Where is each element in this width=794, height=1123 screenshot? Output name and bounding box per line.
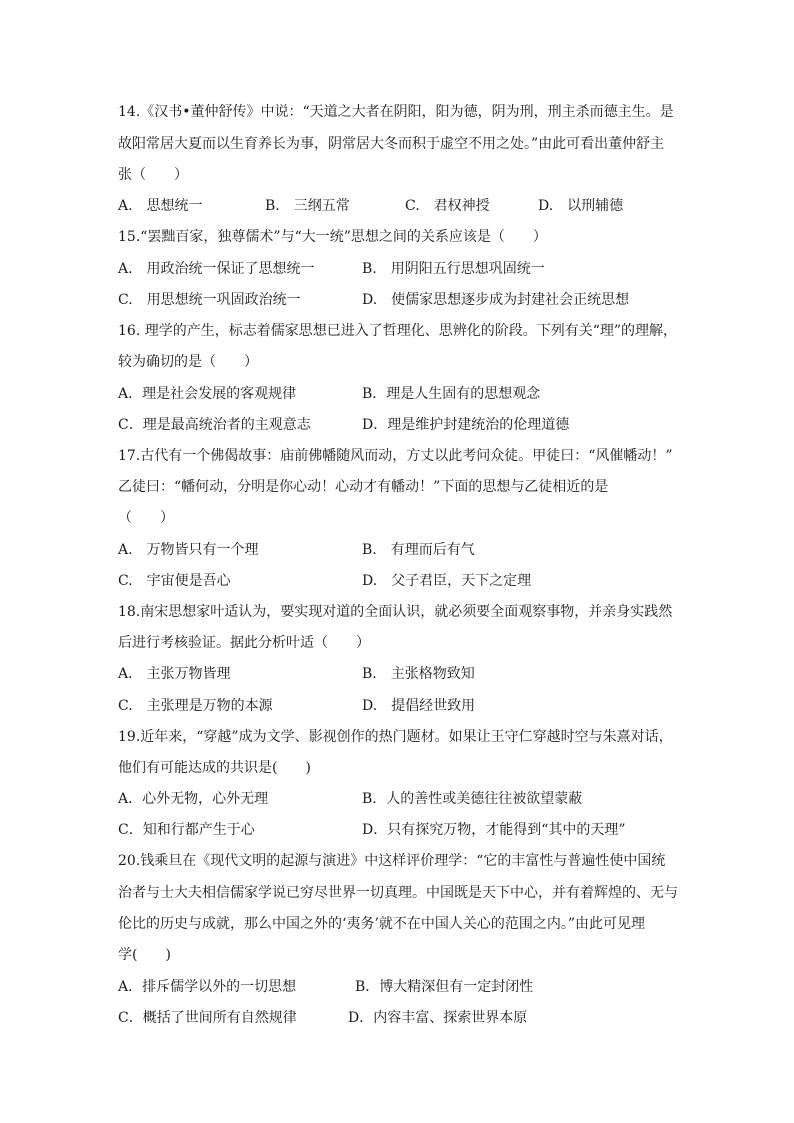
q18-option-a[interactable]: A. 主张万物皆理 bbox=[118, 666, 231, 682]
q17-text-line-3: （ ） bbox=[118, 510, 174, 526]
q16-text-line-2: 较为确切的是（ ） bbox=[118, 354, 258, 370]
q15-option-c[interactable]: C. 用思想统一巩固政治统一 bbox=[118, 292, 301, 308]
q15-option-a[interactable]: A. 用政治统一保证了思想统一 bbox=[118, 261, 315, 277]
q15-text-line-1: 15.“罢黜百家，独尊儒术”与“大一统”思想之间的关系应该是（ ） bbox=[118, 229, 547, 245]
q14-option-d[interactable]: D. 以刑辅德 bbox=[538, 198, 624, 214]
q16-option-c[interactable]: C．理是最高统治者的主观意志 bbox=[118, 417, 311, 433]
q18-option-c[interactable]: C. 主张理是万物的本源 bbox=[118, 698, 273, 714]
q14-text-line-1: 14.《汉书•董仲舒传》中说：“天道之大者在阴阳，阳为德，阴为刑，刑主杀而德主生。是 bbox=[118, 104, 674, 120]
q19-option-d[interactable]: D．只有探究万物，才能得到“其中的天理” bbox=[362, 822, 626, 838]
q18-option-b[interactable]: B. 主张格物致知 bbox=[362, 666, 475, 682]
q14-option-a[interactable]: A. 思想统一 bbox=[118, 198, 203, 214]
q20-text-line-4: 学( ) bbox=[118, 947, 171, 963]
q14-option-b[interactable]: B. 三纲五常 bbox=[265, 198, 350, 214]
q14-option-c[interactable]: C. 君权神授 bbox=[405, 198, 490, 214]
q20-option-a[interactable]: A．排斥儒学以外的一切思想 bbox=[118, 979, 297, 995]
q20-text-line-2: 治者与士大夫相信儒家学说已穷尽世界一切真理。中国既是天下中心，并有着辉煌的、无与 bbox=[118, 885, 678, 901]
q16-option-d[interactable]: D．理是维护封建统治的伦理道德 bbox=[362, 417, 570, 433]
q15-option-b[interactable]: B. 用阴阳五行思想巩固统一 bbox=[362, 261, 545, 277]
q16-text-line-1: 16. 理学的产生，标志着儒家思想已进入了哲理化、思辨化的阶段。下列有关“理”的理解， bbox=[118, 323, 678, 339]
q19-option-b[interactable]: B．人的善性或美德往往被欲望蒙蔽 bbox=[362, 791, 583, 807]
q18-text-line-2: 后进行考核验证。据此分析叶适（ ） bbox=[118, 635, 370, 651]
q17-option-d[interactable]: D. 父子君臣，天下之定理 bbox=[362, 573, 532, 589]
q19-option-a[interactable]: A．心外无物，心外无理 bbox=[118, 791, 269, 807]
q17-option-c[interactable]: C. 宇宙便是吾心 bbox=[118, 573, 231, 589]
q19-text-line-2: 他们有可能达成的共识是( ) bbox=[118, 760, 311, 776]
q20-text-line-1: 20.钱乘旦在《现代文明的起源与演进》中这样评价理学：“它的丰富性与普遍性使中国统 bbox=[118, 853, 666, 869]
q17-text-line-2: 乙徒曰：“幡何动，分明是你心动！心动才有幡动！”下面的思想与乙徒相近的是 bbox=[118, 479, 609, 495]
q16-option-b[interactable]: B．理是人生固有的思想观念 bbox=[362, 386, 541, 402]
q16-option-a[interactable]: A．理是社会发展的客观规律 bbox=[118, 386, 297, 402]
q17-option-a[interactable]: A. 万物皆只有一个理 bbox=[118, 542, 259, 558]
q20-text-line-3: 伦比的历史与成就，那么中国之外的‘夷务’就不在中国人关心的范围之内。”由此可见理 bbox=[118, 916, 646, 932]
q20-option-b[interactable]: B．博大精深但有一定封闭性 bbox=[355, 979, 534, 995]
q20-option-c[interactable]: C．概括了世间所有自然规律 bbox=[118, 1010, 297, 1026]
q19-text-line-1: 19.近年来，“穿越”成为文学、影视创作的热门题材。如果让王守仁穿越时空与朱熹对话， bbox=[118, 729, 673, 745]
q14-text-line-3: 张（ ） bbox=[118, 167, 188, 183]
q18-text-line-1: 18.南宋思想家叶适认为，要实现对道的全面认识，就必须要全面观察事物，并亲身实践然 bbox=[118, 604, 673, 620]
q20-option-d[interactable]: D．内容丰富、探索世界本原 bbox=[348, 1010, 528, 1026]
q15-option-d[interactable]: D. 使儒家思想逐步成为封建社会正统思想 bbox=[362, 292, 630, 308]
q18-option-d[interactable]: D. 提倡经世致用 bbox=[362, 698, 476, 714]
q17-text-line-1: 17.古代有一个佛偈故事：庙前佛幡随风而动，方丈以此考问众徒。甲徒曰：“风催幡动！” bbox=[118, 448, 673, 464]
q19-option-c[interactable]: C．知和行都产生于心 bbox=[118, 822, 255, 838]
q14-text-line-2: 故阳常居大夏而以生育养长为事，阴常居大冬而积于虚空不用之处。”由此可看出董仲舒主 bbox=[118, 136, 665, 152]
q17-option-b[interactable]: B. 有理而后有气 bbox=[362, 542, 475, 558]
